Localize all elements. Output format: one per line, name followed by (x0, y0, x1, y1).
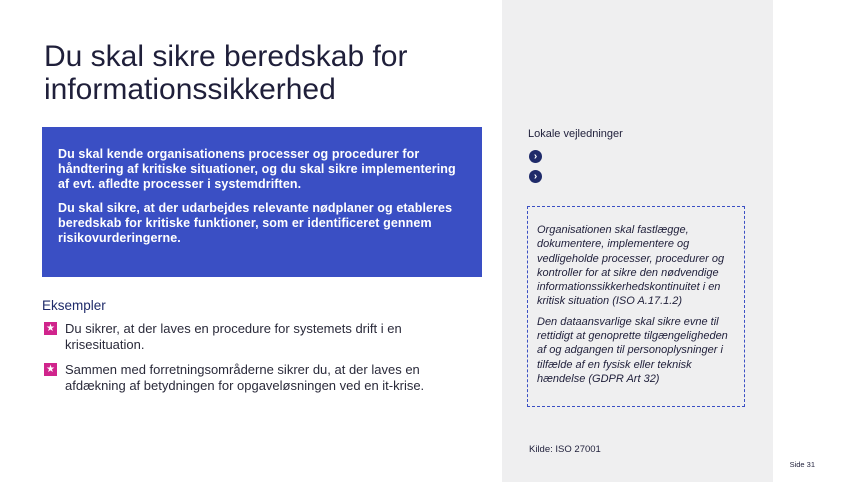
example-text: Sammen med forretningsområderne sikrer du, at der laves en afdækning af betydningen for opgaveløsningen ved en it-krise. (65, 362, 425, 393)
requirement-text: Du skal kende organisationens processer og procedurer for håndtering af kritiske situationer, og du skal sikre implementering af evt. afledte processer i systemdriften. (58, 147, 456, 191)
requirements-box (42, 127, 482, 277)
gdpr-quote: Den dataansvarlige skal sikre evne til rettidigt at genoprette tilgængeligheden af og adgangen til personoplysninger i tilfælde af en fysisk eller teknisk hændelse (GDPR Art 32) (537, 315, 728, 385)
local-guides-heading: Lokale vejledninger (528, 128, 623, 140)
example-text: Du sikrer, at der laves en procedure for systemets drift i en krisesituation. (65, 321, 402, 352)
page-number: Side 31 (789, 460, 815, 469)
chevron-right-icon[interactable]: › (529, 150, 542, 163)
chevron-right-icon[interactable]: › (529, 170, 542, 183)
example-item (44, 362, 464, 394)
slide-title: Du skal sikre beredskab for informationssikkerhed (44, 40, 408, 106)
iso-quote: Organisationen skal fastlægge, dokumentere, implementere og vedligeholde processer, procedurer og kontroller for at sikre den nødvendige informationssikkerhedskontinuitet i en kritisk situation (ISO A.17.1.2) (537, 224, 725, 308)
examples-heading: Eksempler (42, 298, 106, 313)
example-item (44, 321, 464, 353)
star-icon: ★ (44, 363, 57, 376)
source-label: Kilde: ISO 27001 (529, 444, 601, 455)
star-icon: ★ (44, 322, 57, 335)
requirement-text: Du skal sikre, at der udarbejdes relevante nødplaner og etableres beredskab for kritiske funktioner, som er identificeret gennem risikovurderingerne. (58, 201, 453, 245)
quote-box (527, 206, 745, 407)
